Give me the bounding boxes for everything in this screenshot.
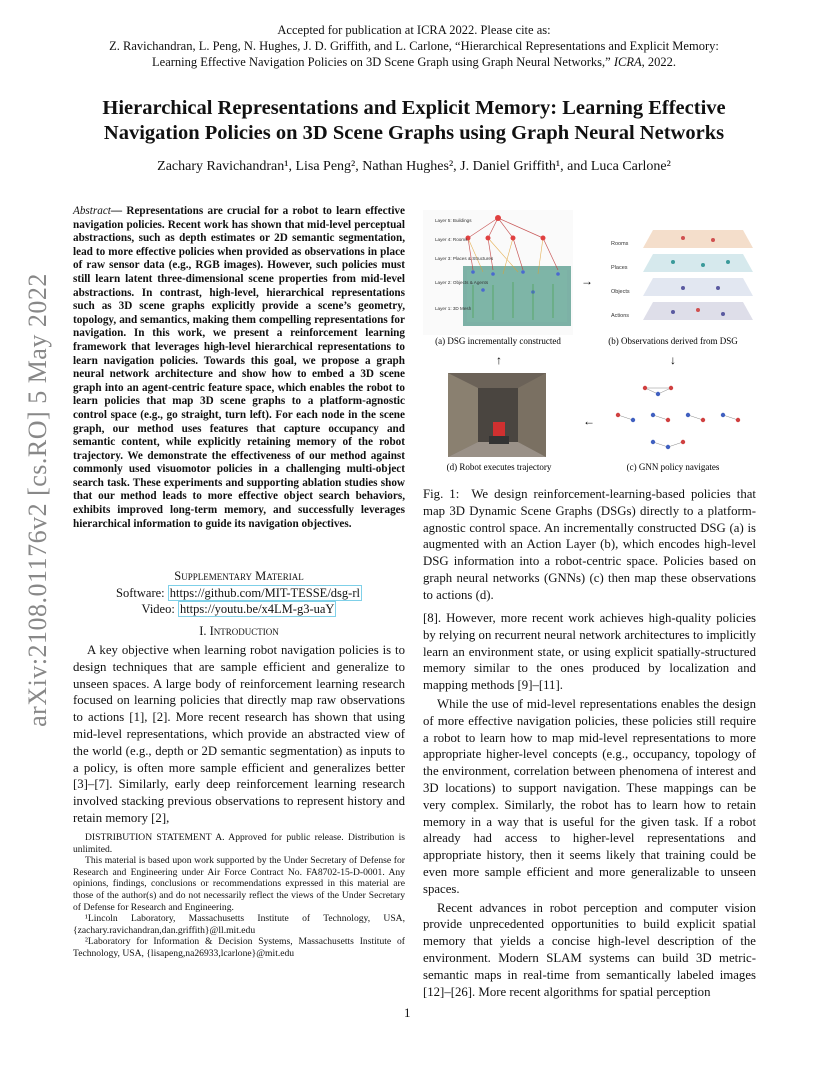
header-line-2: Z. Ravichandran, L. Peng, N. Hughes, J. D. Griffith, and L. Carlone, “Hierarchical Representations and Explicit Memory: (109, 39, 719, 53)
arrow-up-icon: ↑ (496, 353, 502, 367)
caption-c: (c) GNN policy navigates (626, 462, 720, 472)
caption-a: (a) DSG incrementally constructed (435, 336, 561, 346)
figure-1-graphic (423, 210, 756, 482)
paragraph-2: While the use of mid-level representations enables the design of more effective navigation policies, these policies still require a robot to learn how to map mid-level representations to more appropriate higher-level concepts (e.g., occupancy, topology of the environment, correlation between phenomena of interest and 3D locations) to support navigation. These mappings can be very complex. Similarly, the robot has to learn how to retain memory in a way that is useful for the given task. If a robot already had access to higher-level representations and appropriate history, then it seems likely that training could be even more sample efficient and more generalizable to unseen spaces. (423, 696, 756, 896)
arxiv-stamp: arXiv:2108.01176v2 [cs.RO] 5 May 2022 (23, 273, 52, 727)
video-line: Video: https://youtu.be/x4LM-g3-uaY (141, 602, 335, 616)
dsg-layers-image (423, 210, 573, 335)
video-link[interactable]: https://youtu.be/x4LM-g3-uaY (179, 602, 335, 616)
abstract (73, 205, 405, 531)
right-column-text (423, 610, 756, 1000)
intro-paragraph: A key objective when learning robot navigation policies is to design techniques that are sample efficient and generalize to unseen spaces. A large body of reinforcement learning research focused on learning policies that directly map raw observations to actions [1], [2]. More recent research has shown that using mid-level representations, which provide an abstracted view of the world (e.g., depth or 2D semantic segmentation) as inputs to a policy, is often more sample efficient and generalizes better [3]–[7]. Similarly, early deep reinforcement learning research involved stacking previous observations to represent history and retain memory [2], (73, 643, 405, 825)
layer-4-label: Layer 4: Rooms (435, 237, 468, 242)
author-list: Zachary Ravichandran¹, Lisa Peng², Nathan Hughes², J. Daniel Griffith¹, and Luca Carlone² (157, 159, 671, 174)
footnotes (73, 832, 405, 960)
stack-places-label: Places (611, 265, 628, 271)
caption-b: (b) Observations derived from DSG (608, 336, 738, 346)
supplementary-section (73, 568, 405, 618)
paper-title (60, 96, 768, 146)
stack-actions-label: Actions (611, 313, 630, 319)
layer-5-label: Layer 5: Buildings (435, 218, 472, 223)
footnote-affil-1: ¹Lincoln Laboratory, Massachusetts Institute of Technology, USA, {zachary.ravichandran,dan.griffith}@ll.mit.edu (73, 913, 405, 936)
observation-stack-image (611, 230, 753, 320)
footnote-funding: This material is based upon work supported by the Under Secretary of Defense for Research and Engineering under Air Force Contract No. FA8702-15-D-0001. Any opinions, findings, conclusions or recommendations expressed in this material are those of the author(s) and do not necessarily reflect the views of the Under Secretary of Defense for Research and Engineering. (73, 855, 405, 913)
caption-d: (d) Robot executes trajectory (446, 462, 552, 472)
figure-1 (423, 210, 756, 482)
page-number: 1 (404, 1005, 411, 1020)
layer-1-label: Layer 1: 3D Mesh (435, 306, 472, 311)
paragraph-3: Recent advances in robot perception and computer vision provide unprecedented opportunities to build explicit spatial memory that yields a concise high-level description of the environment. Modern SLAM systems can build 3D metric-semantic maps in real-time from semantically labeled images [12]–[26]. More recent algorithms for spatial perception (423, 900, 756, 999)
figure-1-caption (423, 486, 756, 604)
gnn-graphs-image (616, 386, 740, 449)
arrow-right-icon: → (581, 274, 593, 288)
caption-text: We design reinforcement-learning-based policies that map 3D Dynamic Scene Graphs (DSGs) directly to a platform-agnostic control space. An incrementally constructed DSG (a) is augmented with an Action Layer (b), which encodes high-level DSG information into a robot-centric space. Policies based on graph neural networks (GNNs) (c) then map these observations to actions (d). (423, 487, 756, 602)
abstract-text: — Representations are crucial for a robot to learn effective navigation policies. Recent work has shown that mid-level perceptual abstractions, such as depth estimates or 2D semantic segmentation, lead to more effective policies when provided as observations in place of raw sensor data (e.g., RGB images). However, such policies must still learn latent three-dimensional scene properties from mid-level abstractions. In contrast, high-level, hierarchical representations such as 3D scene graphs explicitly provide a scene’s geometry, topology, and semantics, making them compelling representations for navigation. In this work, we present a reinforcement learning framework that leverages high-level hierarchical representations to learn navigation policies. Towards this goal, we propose a graph neural network architecture and show how to embed a 3D scene graph into an agent-centric feature space, which enables the robot to learn policies that map 3D scene graphs to a platform-agnostic control space (e.g., go straight, turn left). For each node in the scene graph, our method uses features that capture occupancy and semantic content, while explicitly retaining memory of the robot trajectory. We demonstrate the effectiveness of our method against commonly used visuomotor policies in a challenging multi-object search task. These experiments and supporting ablation studies show that our method leads to more effective object search behaviors, exhibits improved long-term memory, and successfully leverages hierarchical information to guide its navigation objectives. (73, 205, 405, 530)
stack-objects-label: Objects (611, 289, 630, 295)
supplementary-heading: Supplementary Material (174, 569, 304, 583)
footnote-affil-2: ²Laboratory for Information & Decision Systems, Massachusetts Institute of Technology, USA, {lisapeng,na26933,lcarlone}@mit.edu (73, 936, 405, 959)
title-line-1: Hierarchical Representations and Explicit Memory: Learning Effective (102, 97, 726, 119)
title-line-2: Navigation Policies on 3D Scene Graphs using Graph Neural Networks (103, 122, 725, 144)
header-line-3: Learning Effective Navigation Policies on 3D Scene Graph using Graph Neural Networks,” ICRA, 2022. (152, 55, 676, 69)
robot-photo (448, 373, 546, 457)
header-line-1: Accepted for publication at ICRA 2022. Please cite as: (277, 23, 551, 37)
citation-header (60, 22, 768, 70)
layer-2-label: Layer 2: Objects & Agents (435, 280, 489, 285)
caption-label: Fig. 1: (423, 487, 460, 501)
software-line: Software: https://github.com/MIT-TESSE/dsg-rl (116, 585, 360, 600)
paragraph-1: [8]. However, more recent work achieves high-quality policies by relying on recurrent neural network architectures to implicitly learn an environment state, or using explicit spatially-structured memory similar to the ones produced by localization and mapping methods [9]–[11]. (423, 611, 756, 693)
abstract-lead: Abstract (73, 205, 111, 217)
stack-rooms-label: Rooms (611, 241, 629, 247)
software-link[interactable]: https://github.com/MIT-TESSE/dsg-rl (169, 585, 360, 600)
arrow-left-icon: ← (583, 414, 595, 428)
arrow-down-icon: ↓ (670, 353, 676, 367)
intro-heading: I. Introduction (199, 624, 279, 638)
footnote-distribution: DISTRIBUTION STATEMENT A. Approved for public release. Distribution is unlimited. (73, 832, 405, 855)
layer-3-label: Layer 3: Places & Structures (435, 256, 494, 261)
